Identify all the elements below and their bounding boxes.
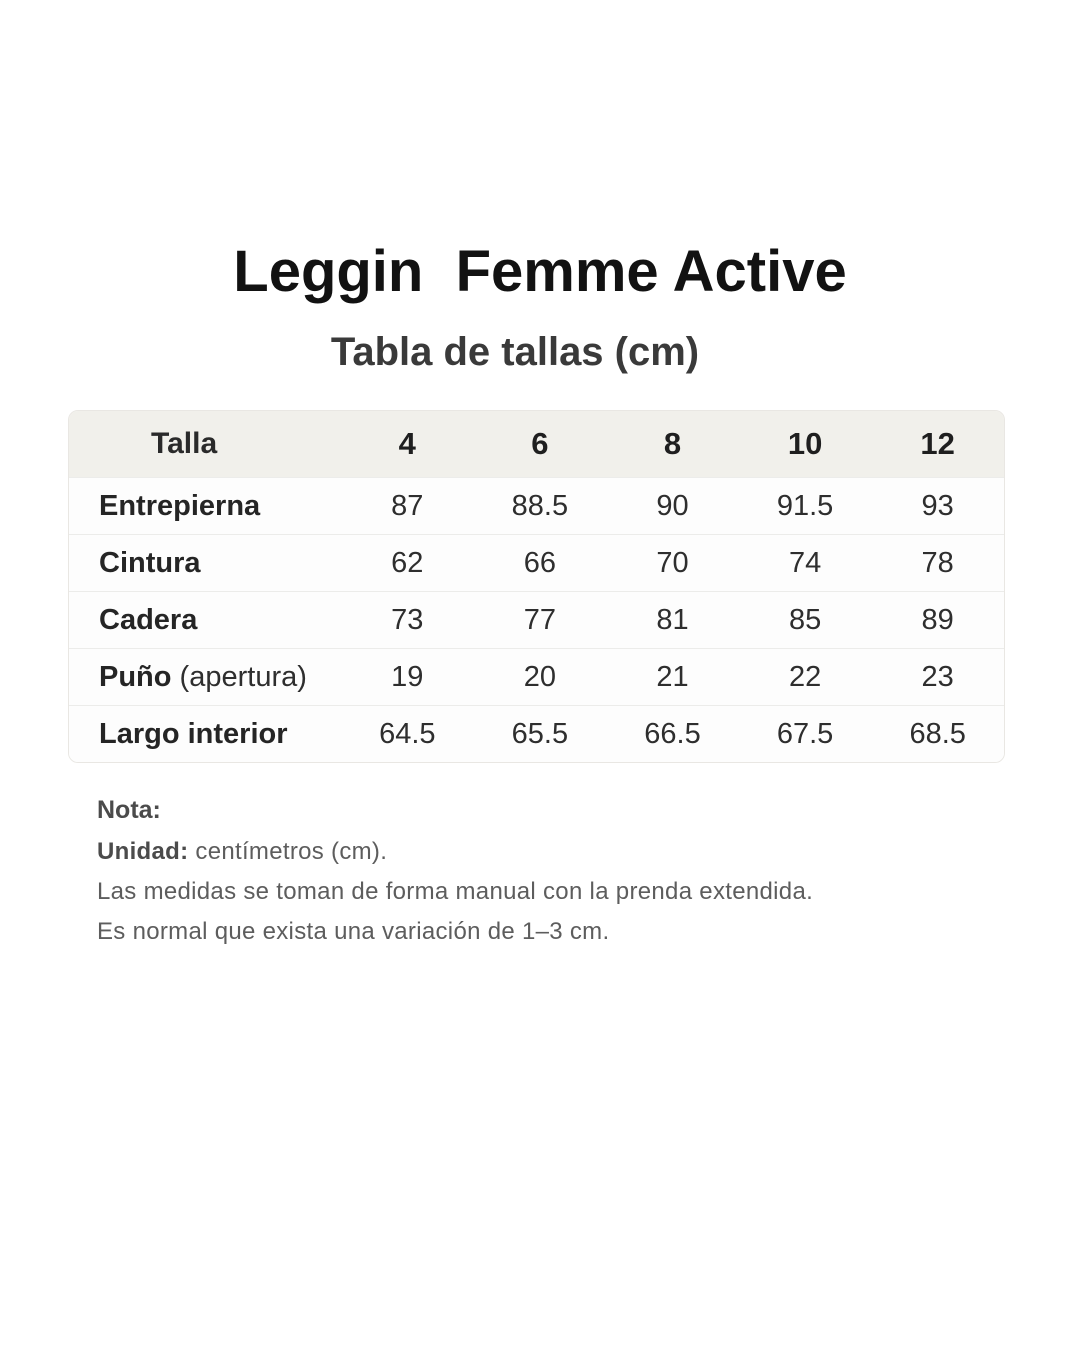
measurement-value: 70: [656, 546, 689, 579]
product-title: Leggin Femme Active: [233, 239, 847, 304]
size-table: [68, 410, 1005, 763]
measurement-value: 62: [391, 546, 424, 579]
table-row-cadera: [69, 591, 1004, 648]
measurement-value: 93: [921, 489, 954, 522]
measurement-value: 19: [391, 660, 424, 693]
measurement-value: 87: [391, 489, 424, 522]
measurement-value: 67.5: [776, 717, 834, 750]
measurement-label: Entrepierna: [99, 489, 261, 522]
measurement-value: 77: [523, 603, 557, 636]
table-row-largo-interior: [69, 705, 1004, 762]
measurement-value: 74: [788, 546, 822, 579]
measurement-label: Cintura: [99, 546, 201, 579]
notes-heading: Nota:: [97, 796, 161, 824]
measurement-value: 90: [656, 489, 689, 522]
measurement-label: Largo interior: [99, 717, 288, 750]
measurement-value: 23: [921, 660, 954, 693]
size-column-header: 4: [398, 426, 416, 461]
measurement-value: 68.5: [909, 717, 966, 750]
size-column-header: 12: [920, 426, 955, 461]
measurement-value: 88.5: [511, 489, 569, 522]
measurement-value: 66.5: [644, 717, 701, 750]
size-column-header: 8: [663, 426, 682, 461]
table-row-entrepierna: [69, 477, 1004, 534]
size-table-header-row: [69, 411, 1004, 477]
size-column-header: 10: [787, 426, 823, 461]
size-column-header: 6: [531, 426, 549, 461]
measurement-label: Cadera: [99, 603, 198, 636]
measurement-value: 21: [656, 660, 689, 693]
measurement-value: 91.5: [776, 489, 834, 522]
note-measurement-line: Las medidas se toman de forma manual con la prenda extendida.: [97, 878, 814, 905]
size-chart-subtitle: Tabla de tallas (cm): [330, 330, 700, 374]
note-unit-line: Unidad: centímetros (cm).: [97, 838, 388, 865]
measurement-value: 85: [788, 603, 822, 636]
measurement-value: 64.5: [379, 717, 436, 750]
measurement-value: 89: [921, 603, 954, 636]
measurement-label: Puño (apertura): [99, 660, 307, 693]
measurement-value: 20: [523, 660, 557, 693]
table-row-puno: [69, 648, 1004, 705]
measurement-value: 22: [788, 660, 822, 693]
measurement-value: 65.5: [511, 717, 569, 750]
measurement-value: 66: [523, 546, 557, 579]
notes-section: [97, 796, 997, 958]
measurement-value: 73: [391, 603, 424, 636]
measurement-value: 78: [921, 546, 954, 579]
measurement-value: 81: [656, 603, 689, 636]
note-variation-line: Es normal que exista una variación de 1–3 cm.: [97, 918, 610, 945]
size-table-header-label: Talla: [151, 427, 218, 460]
table-row-cintura: [69, 534, 1004, 591]
